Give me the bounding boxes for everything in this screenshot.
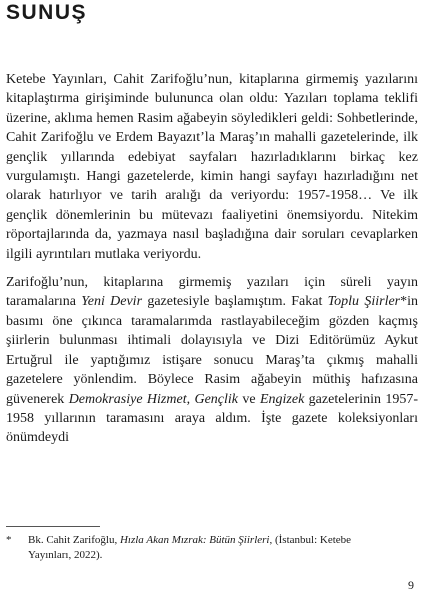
paragraph-2-text: gazetesiyle başlamıştım. Fakat	[142, 294, 328, 310]
newspaper-title: Gençlik	[194, 391, 238, 407]
footnote-marker: *	[6, 534, 12, 546]
paragraph-2-text: Zarifoğlu’nun, kitaplarına girmemiş yazıları için süreli yayın taramalarına	[6, 275, 418, 310]
book-title: Toplu Şiirler	[327, 294, 401, 310]
footnote-book-title: Hızla Akan Mızrak: Bütün Şiirleri	[119, 534, 270, 546]
footnote	[6, 533, 418, 563]
footnote-text-continued: Yayınları, 2022).	[28, 549, 103, 561]
paragraph-2-text: ve	[238, 391, 260, 407]
footnote-text: Bk. Cahit Zarifoğlu,	[28, 534, 120, 546]
paragraph-1: Ketebe Yayınları, Cahit Zarifoğlu’nun, kitaplarına girmemiş yazılarını kitaplaştırma girişiminde bulununca olan oldu: Yazıları toplama teklifi üzerine, aklıma hemen Rasim ağabeyin söyledikleri geldi: Sohbetlerinde, Cahit Zarifoğlu ve Erdem Bayazıt’la Maraş’ın mahalli gazetelerinde, ilk gençlik yıllarında edebiyat sayfaları hazırladıklarını birkaç kez vurgulamıştı. Hangi gazetelerde, kimin hangi sayfayı hazırladığını net olarak hatırlıyor ve tarih aralığı da veriyordu: 1957-1958… Ve ilk gençlik dönemlerinin bu mütevazı faaliyetini önemsiyordu. Nitekim röportajlarında da, yazmaya nasıl başladığına dair soruları cevaplarken ilgili ayrıntıları mutlaka veriyordu.	[6, 72, 418, 262]
paragraph-2	[6, 273, 418, 448]
paragraph-2-text: gazetelerinin 1957-1958 yıllarının taramasını araya aldım. İşte gazete koleksiyonları önümdeydi	[6, 391, 418, 446]
main-text	[6, 70, 418, 448]
newspaper-title: Engizek	[259, 391, 305, 407]
footnote-divider	[6, 526, 100, 527]
footnote-text: , (İstanbul: Ketebe	[269, 534, 352, 546]
newspaper-title: Yeni Devir	[81, 294, 143, 310]
newspaper-title: Demokrasiye Hizmet	[68, 391, 187, 407]
page-number: 9	[408, 578, 414, 592]
paragraph-2-text: *in basımı öne çıkınca taramalarımda rastlayabileceğim gözden kaçmış şiirlerin bulunması ihtimali dolayısıyla ve Dizi Editörümüz Aykut Ertuğrul ile yaptığımız istişare sonucu Maraş’ta çıkmış mahalli gazetelere yönlendim. Böylece Rasim ağabeyin müthiş hafızasına güvenerek	[6, 294, 419, 407]
paragraph-2-text: ,	[186, 391, 195, 407]
page-title: SUNUŞ	[6, 1, 88, 24]
